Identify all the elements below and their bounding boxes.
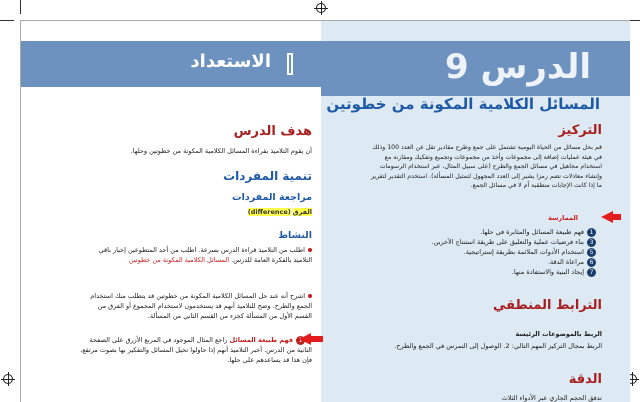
bullet-icon	[308, 248, 312, 252]
practice-list-item-text: بناء فرضيات عملية والتعليق على طريقة استنتاج الآخرين.	[431, 238, 584, 246]
focus-heading: التركيز	[558, 123, 602, 138]
crop-mark	[0, 20, 14, 21]
activity-item-1-text: اطلب من التلاميذ قراءة الدرس بسرعة. اطلب من أحد المتطوعين إخبار باقي التلاميذ بالفكرة العامة للدرس.	[98, 246, 312, 264]
practice-list-item	[366, 267, 596, 277]
crop-mark	[20, 0, 21, 14]
preparation-title: الاستعداد	[190, 51, 271, 72]
number-badge: 1	[587, 228, 596, 237]
practice-item-label: فهم طبيعة المسائل	[229, 336, 293, 344]
practice-list	[366, 227, 596, 277]
vocab-term-en: (difference)	[247, 208, 291, 216]
practice-list-item-text: فهم طبيعة المسائل والمثابرة في حلها.	[480, 228, 584, 236]
document-sheet	[20, 20, 630, 402]
pointer-arrow-shaft	[309, 336, 323, 342]
pointer-arrow-icon	[299, 333, 311, 345]
lesson-subtitle: المسائل الكلامية المكونة من خطوتين	[326, 95, 600, 113]
activity-item-2-text: اشرح أنه عند حل المسائل الكلامية المكونة من خطوتين قد يتطلب منك استخدام الجمع والطرح. وضح للتلاميذ أنهم قد يستخدمون لاستخدام المجموع أو الفرق من القسم الأول من المسألة كجزء من القسم الثاني من المسألة.	[90, 292, 312, 320]
practice-list-item-text: استخدام الأدوات الملائمة بطريقة إستراتيجية.	[463, 248, 584, 256]
number-badge: 6	[587, 258, 596, 267]
bullet-icon	[308, 294, 312, 298]
activity-item-1-highlight: المسائل الكلامية المكونة من خطوتين	[128, 256, 230, 264]
practice-list-item	[366, 237, 596, 247]
practice-list-item	[366, 247, 596, 257]
practice-label: الممارسة	[548, 214, 578, 222]
practice-list-item-text: مراعاة الدقة.	[547, 258, 584, 266]
practice-list-item-text: إيجاد البنية والاستفادة منها.	[511, 268, 584, 276]
precision-text: تدفق الحجم الجاري عبر الأدواء الثلاث	[501, 394, 602, 402]
practice-list-item	[366, 257, 596, 267]
lesson-goal-text: أن يقوم التلاميذ بقراءة المسائل الكلامية المكونة من خطوتين وحلها.	[130, 147, 312, 155]
lesson-header-band	[321, 41, 630, 96]
vocab-term-ar: الفرق	[292, 208, 312, 216]
connection-heading: الترابط المنطقي	[492, 298, 602, 313]
vocab-heading: تنمية المفردات	[223, 169, 312, 183]
lesson-goal-heading: هدف الدرس	[233, 124, 312, 139]
vocab-term	[248, 207, 312, 217]
activity-heading: النشاط	[278, 230, 312, 241]
focus-text: قم بحل مسائل من الحياة اليومية تشتمل على جمع وطرح مقادير تقل عن العدد 100 وذلك في هيئة عمليات إضافة إلى مجموعات وأخذ من مجموعات وتجميع وتفكيك ومقارنة مع استخدام مجاهيل في مسائل الجمع والطرح (على سبيل المثال، عبر استخدام الرسومات وإنشاء معادلات تضم رمزا يشير إلى العدد المجهول لتمثيل المسألة). استخدم التقدير لتقرير ما إذا كانت الإجابات منطقية أم لا في مسائل الجمع.	[370, 144, 602, 189]
practice-number-badge: 1	[296, 336, 305, 345]
lesson-number-title: الدرس 9	[444, 47, 591, 87]
practice-list-item	[366, 227, 596, 237]
number-badge: 3	[587, 238, 596, 247]
connection-subheading: الربط بالموضوعات الرئيسة	[515, 330, 602, 338]
preparation-header-band	[21, 41, 321, 87]
practice-item-text: راجع المثال الموجود في المربع الأزرق على الصفحة الثانية من الدرس. أخبر التلاميذ أنهم إذا حاولوا تخيل المسائل والتفكير بها بصوت مرتفع، فإن هذا قد يساعدهم على حلها.	[80, 336, 312, 364]
registration-mark-left	[3, 374, 13, 384]
practice-item	[80, 335, 312, 365]
connection-text: الربط بمجال التركيز المهم التالي: 2. الوصول إلى التمرس في الجمع والطرح.	[394, 342, 602, 350]
section-bar-icon	[287, 53, 293, 75]
activity-item-1	[80, 245, 312, 265]
practice-arrow-icon	[601, 211, 613, 223]
vocab-review-heading: مراجعة المفردات	[232, 192, 312, 203]
precision-heading: الدقة	[568, 372, 602, 387]
registration-mark-top	[316, 3, 326, 13]
number-badge: 5	[587, 248, 596, 257]
activity-item-2	[80, 291, 312, 321]
number-badge: 7	[587, 268, 596, 277]
